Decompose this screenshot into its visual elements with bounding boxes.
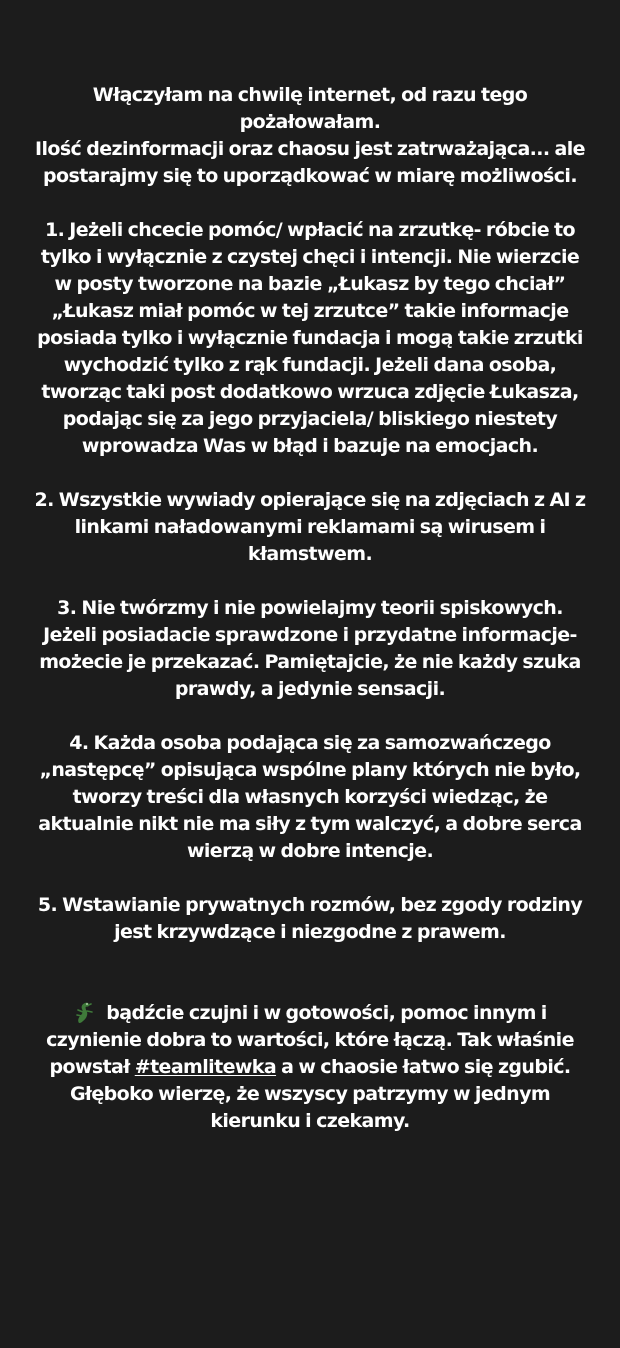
point-5-paragraph: 5. Wstawianie prywatnych rozmów, bez zgody rodziny jest krzywdzące i niezgodne z prawem. — [37, 894, 583, 943]
lizard-icon — [73, 1000, 95, 1024]
closing-text-end: a w chaosie łatwo się zgubić. Głęboko wierzę, że wszyscy patrzymy w jednym kierunku i czekamy. — [69, 1056, 571, 1132]
closing-paragraph — [28, 1000, 592, 1135]
intro-paragraph: Włączyłam na chwilę internet, od razu tego pożałowałam. Ilość dezinformacji oraz chaosu jest zatrważająca... ale postarajmy się to uporządkować w miarę możliwości. — [35, 84, 585, 187]
story-text — [28, 82, 592, 1162]
hashtag-link[interactable]: #teamlitewka — [134, 1056, 277, 1078]
closing-text-start: bądźcie czujni i w gotowości, pomoc innym i czynienie dobra to wartości, które łączą. Tak właśnie powstał — [46, 1002, 574, 1078]
point-2-paragraph: 2. Wszystkie wywiady opierające się na zdjęciach z AI z linkami naładowanymi reklamami są wirusem i kłamstwem. — [34, 489, 586, 565]
point-4-paragraph: 4. Każda osoba podająca się za samozwańczego „następcę” opisująca wspólne plany których nie było, tworzy treści dla własnych korzyści wiedząc, że aktualnie nikt nie ma siły z tym walczyć, a dobre serca wierzą w dobre intencje. — [38, 732, 582, 862]
point-1-paragraph: 1. Jeżeli chcecie pomóc/ wpłacić na zrzutkę- róbcie to tylko i wyłącznie z czystej chęci i intencji. Nie wierzcie w posty tworzone na bazie „Łukasz by tego chciał” „Łukasz miał pomóc w tej zrzutce” takie informacje posiada tylko i wyłącznie fundacja i mogą takie zrzutki wychodzić tylko z rąk fundacji. Jeżeli dana osoba, tworząc taki post dodatkowo wrzuca zdjęcie Łukasza, podając się za jego przyjaciela/ bliskiego niestety wprowadza Was w błąd i bazuje na emocjach. — [37, 219, 583, 457]
point-3-paragraph: 3. Nie twórzmy i nie powielajmy teorii spiskowych. Jeżeli posiadacie sprawdzone i przydatne informacje- możecie je przekazać. Pamiętajcie, że nie każdy szuka prawdy, a jedynie sensacji. — [39, 597, 581, 700]
